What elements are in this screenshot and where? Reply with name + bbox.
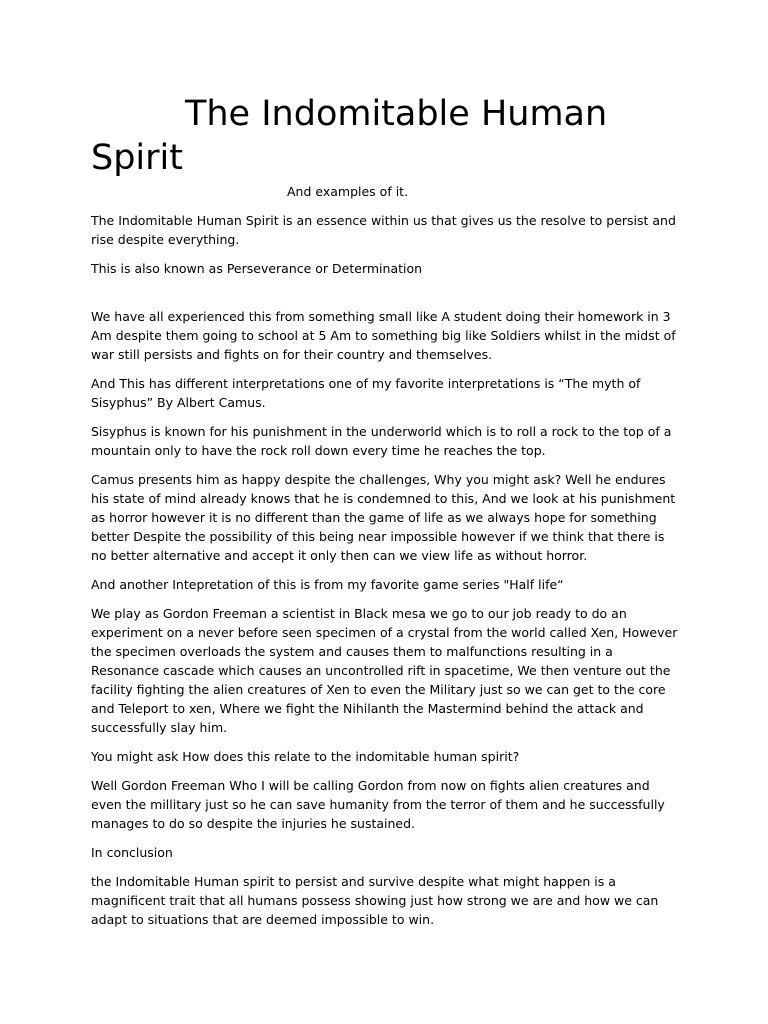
paragraph: We have all experienced this from something small like A student doing their homework in 3 Am despite them going to school at 5 Am to something big like Soldiers whilst in the midst of war still persists and fights on for their country and themselves. — [91, 309, 676, 362]
paragraph: And another Intepretation of this is from my favorite game series "Half life“ — [91, 577, 564, 592]
paragraph: Camus presents him as happy despite the challenges, Why you might ask? Well he endures his state of mind already knows that he is condemned to this, And we look at his punishment as horror however it is no different than the game of life as we always hope for something better Despite the possibility of this being near impossible however if we think that there is no better alternative and accept it only then can we view life as without horror. — [91, 472, 676, 563]
paragraph: In conclusion — [91, 845, 173, 860]
paragraph: You might ask How does this relate to the indomitable human spirit? — [91, 749, 520, 764]
paragraph: And This has different interpretations one of my favorite interpretations is “The myth of Sisyphus” By Albert Camus. — [91, 376, 641, 410]
paragraph: Sisyphus is known for his punishment in the underworld which is to roll a rock to the top of a mountain only to have the rock roll down every time he reaches the top. — [91, 424, 672, 458]
paragraph: the Indomitable Human spirit to persist and survive despite what might happen is a magnificent trait that all humans possess showing just how strong we are and how we can adapt to situations that are deemed impossible to win. — [91, 874, 659, 927]
paragraph: We play as Gordon Freeman a scientist in Black mesa we go to our job ready to do an experiment on a never before seen specimen of a crystal from the world called Xen, However the specimen overloads the system and causes them to malfunctions resulting in a Resonance cascade which causes an uncontrolled rift in spacetime, We then venture out the facility fighting the alien creatures of Xen to even the Military just so we can get to the core and Teleport to xen, Where we fight the Nihilanth the Mastermind behind the attack and successfully slay him. — [91, 606, 678, 735]
document-title: The Indomitable Human Spirit — [91, 94, 608, 178]
paragraph: This is also known as Perseverance or Determination — [91, 261, 423, 276]
document-body — [91, 211, 681, 939]
paragraph: Well Gordon Freeman Who I will be calling Gordon from now on fights alien creatures and even the millitary just so he can save humanity from the terror of them and he successfully manages to do so despite the injuries he sustained. — [91, 778, 665, 831]
document-subtitle: And examples of it. — [287, 184, 409, 199]
paragraph: The Indomitable Human Spirit is an essence within us that gives us the resolve to persist and rise despite everything. — [91, 213, 676, 247]
